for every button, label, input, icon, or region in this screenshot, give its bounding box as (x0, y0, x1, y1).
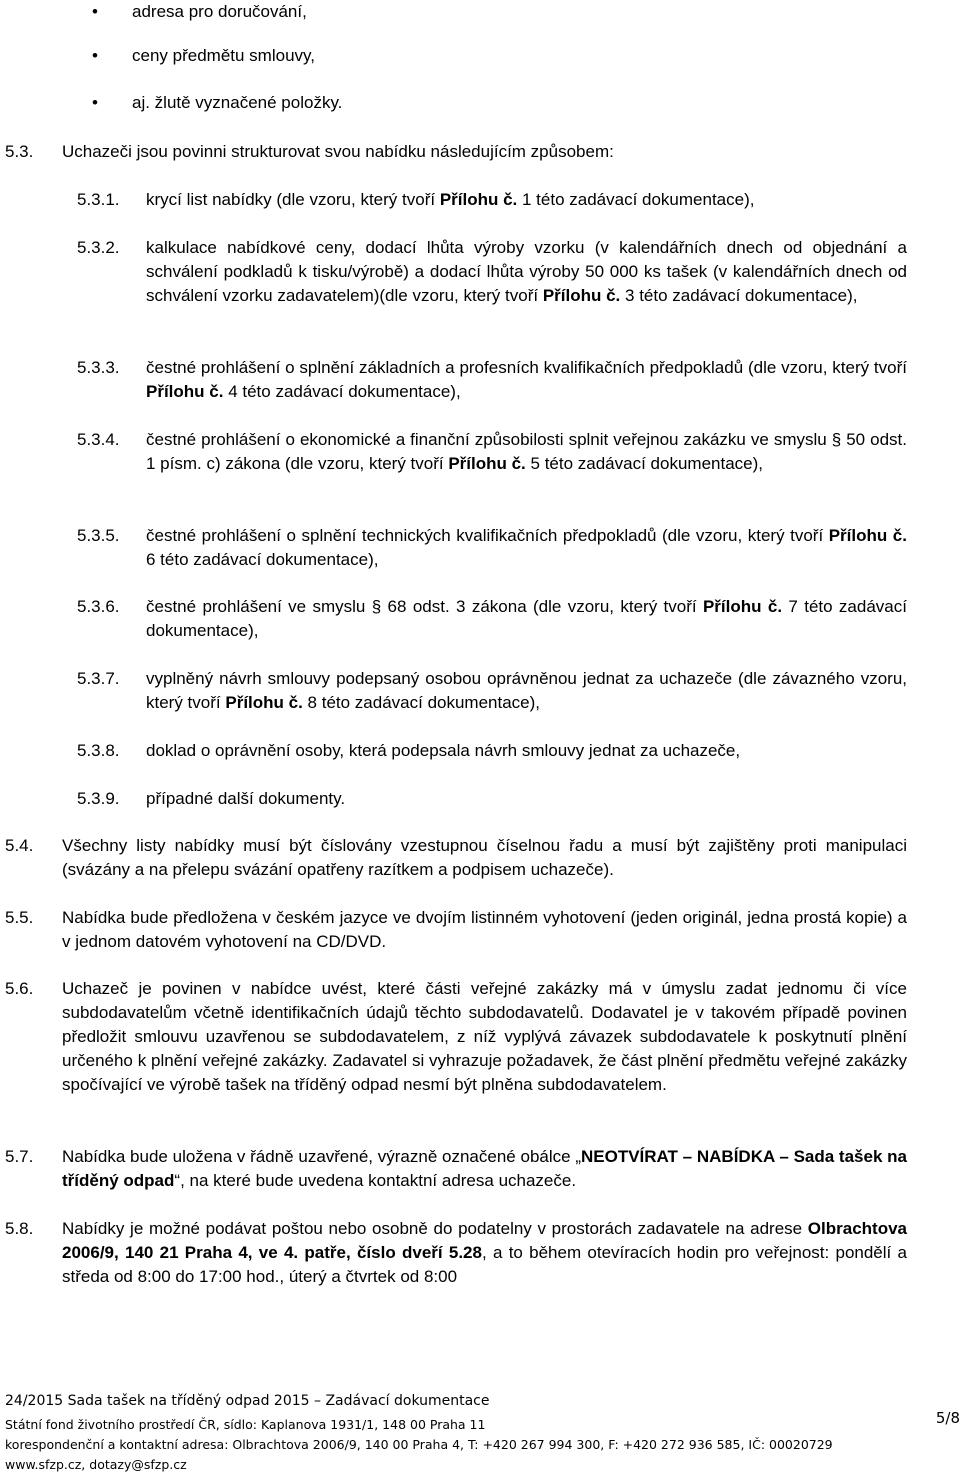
section-text: Nabídky je možné podávat poštou nebo osobně do podatelny v prostorách zadavatele na adrese Olbrachtova 2006/9, 140 21 Praha 4, ve 4. patře, číslo dveří 5.28, a to během otevíracích hodin pro veřejnost: pondělí a středa od 8:00 do 17:00 hod., úterý a čtvrtek od 8:00 (62, 1219, 907, 1286)
bullet-item: • adresa pro doručování, (92, 0, 307, 24)
section-5-3 (5, 140, 907, 164)
item-5-3-8 (77, 739, 907, 763)
item-5-3-3 (77, 356, 907, 404)
section-text: Uchazeči jsou povinni strukturovat svou nabídku následujícím způsobem: (62, 142, 614, 161)
item-number: 5.3.1. (77, 190, 120, 209)
section-number: 5.7. (5, 1147, 34, 1166)
item-text: čestné prohlášení o ekonomické a finanční způsobilosti splnit veřejnou zakázku ve smyslu § 50 odst. 1 písm. c) zákona (dle vzoru, který tvoří Přílohu č. 5 této zadávací dokumentace), (146, 430, 907, 473)
bullet-item: • ceny předmětu smlouvy, (92, 44, 315, 68)
item-5-3-9 (77, 787, 907, 811)
section-5-6 (5, 977, 907, 1097)
item-5-3-2 (77, 236, 907, 308)
section-text: Všechny listy nabídky musí být číslovány vzestupnou číselnou řadu a musí být zajištěny proti manipulaci (svázány a na přelepu svázání opatřeny razítkem a podpisem uchazeče). (62, 836, 907, 879)
item-5-3-5 (77, 524, 907, 572)
item-number: 5.3.3. (77, 358, 120, 377)
item-number: 5.3.4. (77, 430, 120, 449)
item-number: 5.3.2. (77, 238, 120, 257)
section-5-4 (5, 834, 907, 882)
item-text: doklad o oprávnění osoby, která podepsala návrh smlouvy jednat za uchazeče, (146, 741, 741, 760)
bullet-item: • aj. žlutě vyznačené položky. (92, 91, 342, 115)
section-number: 5.8. (5, 1219, 34, 1238)
section-text: Uchazeč je povinen v nabídce uvést, které části veřejné zakázky má v úmyslu zadat jednomu či více subdodavatelům včetně identifikačních údajů těchto subdodavatelů. Dodavatel je v takovém případě povinen předložit smlouvu uzavřenou se subdodavatelem, z níž vyplývá závazek subdodavatele k poskytnutí plnění určeného k plnění veřejné zakázky. Zadavatel si vyhrazuje požadavek, že část plnění předmětu veřejné zakázky spočívající ve výrobě tašek na tříděný odpad nesmí být plněna subdodavatelem. (62, 979, 907, 1094)
page-number: 5/8 (935, 1409, 960, 1427)
item-5-3-4 (77, 428, 907, 476)
item-number: 5.3.9. (77, 789, 120, 808)
section-number: 5.6. (5, 979, 34, 998)
item-number: 5.3.7. (77, 669, 120, 688)
footer-web: www.sfzp.cz, dotazy@sfzp.cz (5, 1457, 187, 1472)
item-text: kalkulace nabídkové ceny, dodací lhůta výroby vzorku (v kalendářních dnech od objednání a schválení podkladů k tisku/výrobě) a dodací lhůta výroby 50 000 ks tašek (v kalendářních dnech od schválení vzorku zadavatelem)(dle vzoru, který tvoří Přílohu č. 3 této zadávací dokumentace), (146, 238, 907, 305)
section-text: Nabídka bude předložena v českém jazyce ve dvojím listinném vyhotovení (jeden originál, jedna prostá kopie) a v jednom datovém vyhotovení na CD/DVD. (62, 908, 907, 951)
item-number: 5.3.8. (77, 741, 120, 760)
section-number: 5.4. (5, 836, 34, 855)
item-number: 5.3.6. (77, 597, 120, 616)
section-text: Nabídka bude uložena v řádně uzavřené, výrazně označené obálce „NEOTVÍRAT – NABÍDKA – Sada tašek na tříděný odpad“, na které bude uvedena kontaktní adresa uchazeče. (62, 1147, 907, 1190)
footer-contact: korespondenční a kontaktní adresa: Olbrachtova 2006/9, 140 00 Praha 4, T: +420 267 994 300, F: +420 272 936 585, IČ: 00020729 (5, 1437, 833, 1452)
item-number: 5.3.5. (77, 526, 120, 545)
section-number: 5.5. (5, 908, 34, 927)
section-5-7 (5, 1145, 907, 1193)
section-5-8 (5, 1217, 907, 1289)
item-5-3-1 (77, 188, 907, 212)
footer-address: Státní fond životního prostředí ČR, sídlo: Kaplanova 1931/1, 148 00 Praha 11 (5, 1417, 486, 1432)
section-5-5 (5, 906, 907, 954)
section-number: 5.3. (5, 142, 34, 161)
footer-title: 24/2015 Sada tašek na tříděný odpad 2015 – Zadávací dokumentace (5, 1393, 490, 1409)
item-5-3-7 (77, 667, 907, 715)
item-text: čestné prohlášení ve smyslu § 68 odst. 3 zákona (dle vzoru, který tvoří Přílohu č. 7 této zadávací dokumentace), (146, 597, 907, 640)
item-text: případné další dokumenty. (146, 789, 346, 808)
item-text: čestné prohlášení o splnění základních a profesních kvalifikačních předpokladů (dle vzoru, který tvoří Přílohu č. 4 této zadávací dokumentace), (146, 358, 907, 401)
item-text: vyplněný návrh smlouvy podepsaný osobou oprávněnou jednat za uchazeče (dle závazného vzoru, který tvoří Přílohu č. 8 této zadávací dokumentace), (146, 669, 907, 712)
item-5-3-6 (77, 595, 907, 643)
item-text: krycí list nabídky (dle vzoru, který tvoří Přílohu č. 1 této zadávací dokumentace), (146, 190, 755, 209)
item-text: čestné prohlášení o splnění technických kvalifikačních předpokladů (dle vzoru, který tvoří Přílohu č. 6 této zadávací dokumentace), (146, 526, 907, 569)
